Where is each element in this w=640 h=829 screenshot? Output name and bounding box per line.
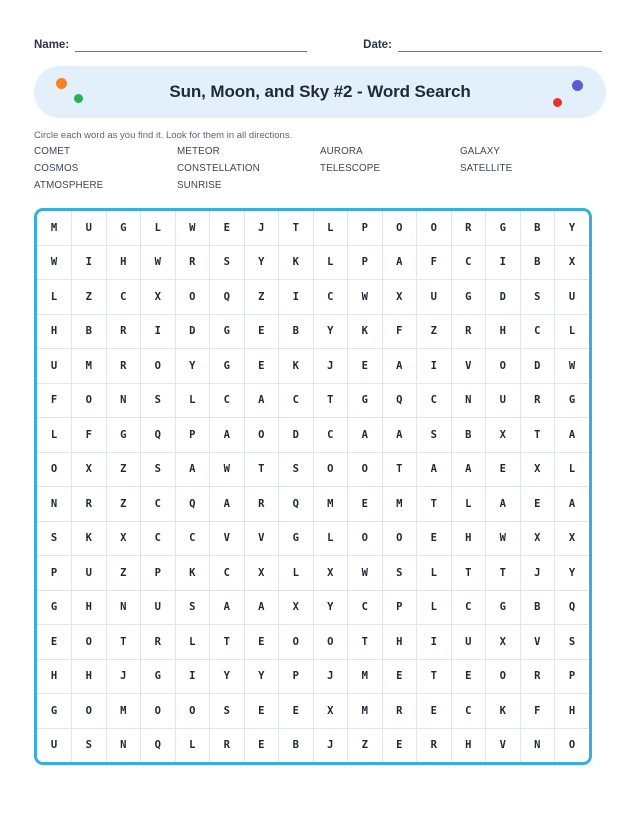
grid-cell[interactable]: A (210, 487, 245, 522)
grid-cell[interactable]: U (72, 211, 107, 245)
grid-cell[interactable]: P (37, 556, 72, 591)
grid-cell[interactable]: M (313, 487, 348, 522)
grid-cell[interactable]: R (382, 694, 417, 729)
grid-cell[interactable]: E (37, 625, 72, 660)
grid-cell[interactable]: W (175, 211, 210, 245)
grid-cell[interactable]: O (279, 625, 314, 660)
grid-cell[interactable]: C (141, 521, 176, 556)
grid-row (37, 694, 589, 729)
grid-cell[interactable]: J (106, 659, 141, 694)
grid-cell[interactable]: O (313, 452, 348, 487)
grid-cell[interactable]: V (520, 625, 555, 660)
grid-cell[interactable]: A (382, 418, 417, 453)
grid-cell[interactable]: K (175, 556, 210, 591)
grid-cell[interactable]: A (348, 418, 383, 453)
word-list-item[interactable]: CONSTELLATION (177, 163, 260, 174)
grid-cell[interactable]: T (210, 625, 245, 660)
grid-cell[interactable]: R (106, 349, 141, 384)
grid-cell[interactable]: O (486, 349, 521, 384)
grid-cell[interactable]: B (279, 728, 314, 762)
grid-cell[interactable]: C (520, 314, 555, 349)
grid-cell[interactable]: Q (175, 487, 210, 522)
grid-cell[interactable]: M (382, 487, 417, 522)
grid-cell[interactable]: T (106, 625, 141, 660)
grid-cell[interactable]: Y (555, 556, 590, 591)
grid-cell[interactable]: S (210, 245, 245, 280)
grid-cell[interactable]: M (348, 694, 383, 729)
grid-cell[interactable]: E (486, 452, 521, 487)
grid-cell[interactable]: C (210, 556, 245, 591)
grid-cell[interactable]: X (520, 521, 555, 556)
grid-cell[interactable]: Z (106, 452, 141, 487)
grid-cell[interactable]: C (451, 590, 486, 625)
grid-cell[interactable]: U (486, 383, 521, 418)
grid-cell[interactable]: R (520, 383, 555, 418)
grid-cell[interactable]: L (175, 728, 210, 762)
grid-cell[interactable]: E (244, 694, 279, 729)
grid-cell[interactable]: X (313, 694, 348, 729)
grid-cell[interactable]: E (348, 349, 383, 384)
grid-cell[interactable]: U (451, 625, 486, 660)
grid-cell[interactable]: W (348, 556, 383, 591)
grid-cell[interactable]: H (382, 625, 417, 660)
grid-cell[interactable]: Y (244, 659, 279, 694)
grid-row (37, 418, 589, 453)
grid-cell[interactable]: A (555, 487, 590, 522)
grid-cell[interactable]: I (486, 245, 521, 280)
grid-cell[interactable]: A (382, 245, 417, 280)
grid-cell[interactable]: R (451, 211, 486, 245)
grid-cell[interactable]: P (141, 556, 176, 591)
grid-cell[interactable]: W (210, 452, 245, 487)
grid-cell[interactable]: H (555, 694, 590, 729)
grid-cell[interactable]: R (244, 487, 279, 522)
word-list-item[interactable]: GALAXY (460, 146, 501, 157)
grid-cell[interactable]: N (451, 383, 486, 418)
grid-cell[interactable]: P (348, 211, 383, 245)
grid-cell[interactable]: L (175, 625, 210, 660)
grid-cell[interactable]: O (348, 521, 383, 556)
grid-cell[interactable]: T (244, 452, 279, 487)
grid-cell[interactable]: F (72, 418, 107, 453)
grid-cell[interactable]: D (279, 418, 314, 453)
grid-cell[interactable]: C (106, 280, 141, 315)
grid-cell[interactable]: L (37, 280, 72, 315)
grid-cell[interactable]: A (175, 452, 210, 487)
grid-cell[interactable]: W (555, 349, 590, 384)
grid-cell[interactable]: E (210, 211, 245, 245)
grid-cell[interactable]: P (175, 418, 210, 453)
grid-cell[interactable]: A (210, 590, 245, 625)
grid-cell[interactable]: I (175, 659, 210, 694)
grid-cell[interactable]: Z (106, 556, 141, 591)
grid-cell[interactable]: H (451, 728, 486, 762)
grid-row (37, 659, 589, 694)
grid-cell[interactable]: Y (313, 314, 348, 349)
grid-cell[interactable]: G (210, 349, 245, 384)
grid-cell[interactable]: Q (279, 487, 314, 522)
grid-cell[interactable]: E (382, 728, 417, 762)
grid-cell[interactable]: H (451, 521, 486, 556)
grid-cell[interactable]: Z (348, 728, 383, 762)
grid-cell[interactable]: O (555, 728, 590, 762)
grid-cell[interactable]: X (382, 280, 417, 315)
grid-cell[interactable]: B (520, 211, 555, 245)
grid-row (37, 556, 589, 591)
grid-cell[interactable]: U (555, 280, 590, 315)
grid-cell[interactable]: Z (72, 280, 107, 315)
grid-cell[interactable]: J (244, 211, 279, 245)
grid-cell[interactable]: J (520, 556, 555, 591)
grid-row (37, 211, 589, 245)
grid-cell[interactable]: E (244, 625, 279, 660)
grid-cell[interactable]: A (417, 452, 452, 487)
grid-row (37, 521, 589, 556)
grid-cell[interactable]: K (72, 521, 107, 556)
date-label: Date: (363, 39, 392, 51)
word-list-item[interactable]: ATMOSPHERE (34, 180, 104, 191)
grid-cell[interactable]: Q (210, 280, 245, 315)
grid-cell[interactable]: Z (417, 314, 452, 349)
grid-cell[interactable]: G (106, 211, 141, 245)
grid-cell[interactable]: T (417, 487, 452, 522)
name-label: Name: (34, 39, 70, 51)
grid-cell[interactable]: B (451, 418, 486, 453)
grid-cell[interactable]: X (555, 521, 590, 556)
grid-cell[interactable]: W (141, 245, 176, 280)
grid-cell[interactable]: E (451, 659, 486, 694)
grid-cell[interactable]: E (244, 728, 279, 762)
grid-cell[interactable]: Y (313, 590, 348, 625)
grid-cell[interactable]: O (382, 521, 417, 556)
grid-cell[interactable]: I (417, 625, 452, 660)
grid-cell[interactable]: B (520, 590, 555, 625)
grid-cell[interactable]: O (175, 280, 210, 315)
grid-cell[interactable]: A (244, 383, 279, 418)
grid-cell[interactable]: L (313, 521, 348, 556)
grid-cell[interactable]: E (279, 694, 314, 729)
orange-dot-icon (56, 78, 67, 89)
word-list-item[interactable]: METEOR (177, 146, 220, 157)
grid-cell[interactable]: Q (382, 383, 417, 418)
word-list (34, 145, 606, 192)
grid-cell[interactable]: I (72, 245, 107, 280)
grid-cell[interactable]: X (106, 521, 141, 556)
grid-cell[interactable]: R (417, 728, 452, 762)
grid-cell[interactable]: C (348, 590, 383, 625)
grid-cell[interactable]: H (37, 314, 72, 349)
grid-cell[interactable]: T (451, 556, 486, 591)
purple-dot-icon (572, 80, 583, 91)
grid-cell[interactable]: S (520, 280, 555, 315)
grid-cell[interactable]: J (313, 659, 348, 694)
word-list-item[interactable]: COSMOS (34, 163, 79, 174)
grid-cell[interactable]: O (486, 659, 521, 694)
grid-cell[interactable]: G (348, 383, 383, 418)
grid-cell[interactable]: R (106, 314, 141, 349)
grid-cell[interactable]: X (313, 556, 348, 591)
grid-cell[interactable]: T (417, 659, 452, 694)
grid-row (37, 728, 589, 762)
grid-cell[interactable]: K (486, 694, 521, 729)
grid-cell[interactable]: P (555, 659, 590, 694)
grid-cell[interactable]: B (72, 314, 107, 349)
green-dot-icon (74, 94, 83, 103)
grid-row (37, 452, 589, 487)
grid-row (37, 383, 589, 418)
grid-cell[interactable]: C (417, 383, 452, 418)
grid-cell[interactable]: O (175, 694, 210, 729)
grid-cell[interactable]: C (175, 521, 210, 556)
grid-cell[interactable]: T (486, 556, 521, 591)
grid-cell[interactable]: S (141, 452, 176, 487)
grid-cell[interactable]: S (72, 728, 107, 762)
grid-cell[interactable]: E (520, 487, 555, 522)
grid-cell[interactable]: R (141, 625, 176, 660)
grid-cell[interactable]: A (555, 418, 590, 453)
grid-cell[interactable]: S (279, 452, 314, 487)
grid-cell[interactable]: E (244, 349, 279, 384)
grid-cell[interactable]: S (382, 556, 417, 591)
grid-cell[interactable]: O (72, 625, 107, 660)
letter-grid-table (37, 211, 589, 762)
grid-cell[interactable]: G (279, 521, 314, 556)
grid-cell[interactable]: F (520, 694, 555, 729)
grid-cell[interactable]: L (555, 314, 590, 349)
instructions-text: Circle each word as you find it. Look for them in all directions. (34, 130, 293, 141)
grid-cell[interactable]: O (72, 694, 107, 729)
grid-cell[interactable]: B (279, 314, 314, 349)
grid-cell[interactable]: G (37, 694, 72, 729)
grid-cell[interactable]: M (37, 211, 72, 245)
grid-cell[interactable]: L (175, 383, 210, 418)
grid-cell[interactable]: N (520, 728, 555, 762)
grid-cell[interactable]: U (37, 349, 72, 384)
grid-cell[interactable]: O (382, 211, 417, 245)
grid-cell[interactable]: H (106, 245, 141, 280)
grid-cell[interactable]: C (210, 383, 245, 418)
grid-cell[interactable]: L (279, 556, 314, 591)
grid-cell[interactable]: V (210, 521, 245, 556)
grid-cell[interactable]: U (72, 556, 107, 591)
title-banner (34, 66, 606, 118)
grid-cell[interactable]: X (486, 418, 521, 453)
date-input-line[interactable] (398, 37, 602, 52)
name-input-line[interactable] (75, 37, 307, 52)
grid-cell[interactable]: L (313, 211, 348, 245)
grid-cell[interactable]: F (417, 245, 452, 280)
grid-row (37, 245, 589, 280)
grid-cell[interactable]: O (72, 383, 107, 418)
grid-cell[interactable]: D (486, 280, 521, 315)
grid-cell[interactable]: O (417, 211, 452, 245)
grid-cell[interactable]: T (382, 452, 417, 487)
grid-cell[interactable]: R (451, 314, 486, 349)
grid-cell[interactable]: G (106, 418, 141, 453)
grid-cell[interactable]: U (417, 280, 452, 315)
grid-cell[interactable]: E (348, 487, 383, 522)
grid-cell[interactable]: C (279, 383, 314, 418)
grid-cell[interactable]: X (72, 452, 107, 487)
grid-row (37, 314, 589, 349)
grid-cell[interactable]: Y (210, 659, 245, 694)
grid-cell[interactable]: X (279, 590, 314, 625)
grid-cell[interactable]: T (520, 418, 555, 453)
name-date-row (34, 0, 606, 52)
grid-cell[interactable]: G (555, 383, 590, 418)
grid-cell[interactable]: L (313, 245, 348, 280)
grid-cell[interactable]: X (520, 452, 555, 487)
grid-cell[interactable]: A (486, 487, 521, 522)
grid-cell[interactable]: Q (141, 418, 176, 453)
grid-cell[interactable]: G (486, 211, 521, 245)
grid-cell[interactable]: M (106, 694, 141, 729)
grid-cell[interactable]: S (37, 521, 72, 556)
grid-cell[interactable]: S (141, 383, 176, 418)
grid-cell[interactable]: G (210, 314, 245, 349)
grid-cell[interactable]: L (417, 590, 452, 625)
grid-cell[interactable]: H (72, 659, 107, 694)
grid-cell[interactable]: V (451, 349, 486, 384)
grid-cell[interactable]: S (555, 625, 590, 660)
grid-cell[interactable]: E (244, 314, 279, 349)
grid-cell[interactable]: R (210, 728, 245, 762)
grid-cell[interactable]: Z (244, 280, 279, 315)
grid-cell[interactable]: A (244, 590, 279, 625)
grid-cell[interactable]: L (451, 487, 486, 522)
grid-cell[interactable]: R (520, 659, 555, 694)
grid-cell[interactable]: F (37, 383, 72, 418)
grid-cell[interactable]: C (313, 280, 348, 315)
grid-cell[interactable]: K (348, 314, 383, 349)
grid-cell[interactable]: M (348, 659, 383, 694)
grid-cell[interactable]: E (417, 694, 452, 729)
grid-cell[interactable]: P (382, 590, 417, 625)
word-list-item[interactable]: COMET (34, 146, 71, 157)
grid-cell[interactable]: P (279, 659, 314, 694)
grid-cell[interactable]: L (417, 556, 452, 591)
grid-cell[interactable]: Z (106, 487, 141, 522)
grid-row (37, 349, 589, 384)
grid-cell[interactable]: D (175, 314, 210, 349)
grid-cell[interactable]: L (555, 452, 590, 487)
grid-cell[interactable]: V (486, 728, 521, 762)
grid-cell[interactable]: Y (555, 211, 590, 245)
grid-cell[interactable]: F (382, 314, 417, 349)
grid-cell[interactable]: X (244, 556, 279, 591)
grid-cell[interactable]: G (486, 590, 521, 625)
grid-cell[interactable]: I (141, 314, 176, 349)
grid-cell[interactable]: A (210, 418, 245, 453)
grid-row (37, 625, 589, 660)
grid-cell[interactable]: B (520, 245, 555, 280)
grid-cell[interactable]: M (72, 349, 107, 384)
grid-cell[interactable]: N (106, 383, 141, 418)
grid-cell[interactable]: C (141, 487, 176, 522)
grid-cell[interactable]: J (313, 349, 348, 384)
grid-cell[interactable]: H (37, 659, 72, 694)
grid-cell[interactable]: S (175, 590, 210, 625)
grid-cell[interactable]: T (279, 211, 314, 245)
grid-cell[interactable]: T (313, 383, 348, 418)
grid-cell[interactable]: W (486, 521, 521, 556)
page-title: Sun, Moon, and Sky #2 - Word Search (169, 82, 471, 101)
grid-cell[interactable]: O (244, 418, 279, 453)
grid-cell[interactable]: K (279, 349, 314, 384)
grid-cell[interactable]: S (417, 418, 452, 453)
word-list-item[interactable]: SUNRISE (177, 180, 222, 191)
grid-cell[interactable]: G (141, 659, 176, 694)
grid-cell[interactable]: A (382, 349, 417, 384)
grid-cell[interactable]: I (417, 349, 452, 384)
grid-cell[interactable]: Y (175, 349, 210, 384)
grid-cell[interactable]: A (451, 452, 486, 487)
word-list-item[interactable]: AURORA (320, 146, 363, 157)
word-list-item[interactable]: TELESCOPE (320, 163, 381, 174)
grid-cell[interactable]: O (141, 349, 176, 384)
grid-cell[interactable]: G (451, 280, 486, 315)
grid-cell[interactable]: R (175, 245, 210, 280)
grid-row (37, 487, 589, 522)
grid-row (37, 280, 589, 315)
grid-cell[interactable]: T (348, 625, 383, 660)
grid-cell[interactable]: O (37, 452, 72, 487)
grid-cell[interactable]: Q (555, 590, 590, 625)
grid-cell[interactable]: V (244, 521, 279, 556)
grid-cell[interactable]: U (37, 728, 72, 762)
grid-cell[interactable]: N (37, 487, 72, 522)
grid-cell[interactable]: N (106, 590, 141, 625)
grid-cell[interactable]: E (417, 521, 452, 556)
grid-cell[interactable]: J (313, 728, 348, 762)
grid-cell[interactable]: X (486, 625, 521, 660)
grid-cell[interactable]: X (141, 280, 176, 315)
grid-cell[interactable]: L (141, 211, 176, 245)
grid-cell[interactable]: N (106, 728, 141, 762)
grid-cell[interactable]: C (451, 245, 486, 280)
grid-row (37, 590, 589, 625)
grid-cell[interactable]: Q (141, 728, 176, 762)
grid-cell[interactable]: C (313, 418, 348, 453)
grid-cell[interactable]: P (348, 245, 383, 280)
grid-cell[interactable]: O (313, 625, 348, 660)
red-dot-icon (553, 98, 562, 107)
grid-cell[interactable]: X (555, 245, 590, 280)
grid-cell[interactable]: G (37, 590, 72, 625)
grid-cell[interactable]: Y (244, 245, 279, 280)
grid-cell[interactable]: K (279, 245, 314, 280)
grid-cell[interactable]: H (72, 590, 107, 625)
grid-cell[interactable]: H (486, 314, 521, 349)
grid-cell[interactable]: C (451, 694, 486, 729)
grid-cell[interactable]: S (210, 694, 245, 729)
word-search-grid (34, 208, 592, 765)
grid-cell[interactable]: U (141, 590, 176, 625)
word-list-item[interactable]: SATELLITE (460, 163, 513, 174)
grid-cell[interactable]: I (279, 280, 314, 315)
grid-cell[interactable]: W (348, 280, 383, 315)
grid-cell[interactable]: D (520, 349, 555, 384)
grid-cell[interactable]: R (72, 487, 107, 522)
grid-cell[interactable]: E (382, 659, 417, 694)
grid-cell[interactable]: O (141, 694, 176, 729)
grid-cell[interactable]: O (348, 452, 383, 487)
grid-cell[interactable]: L (37, 418, 72, 453)
grid-cell[interactable]: W (37, 245, 72, 280)
letter-grid-body (37, 211, 589, 762)
